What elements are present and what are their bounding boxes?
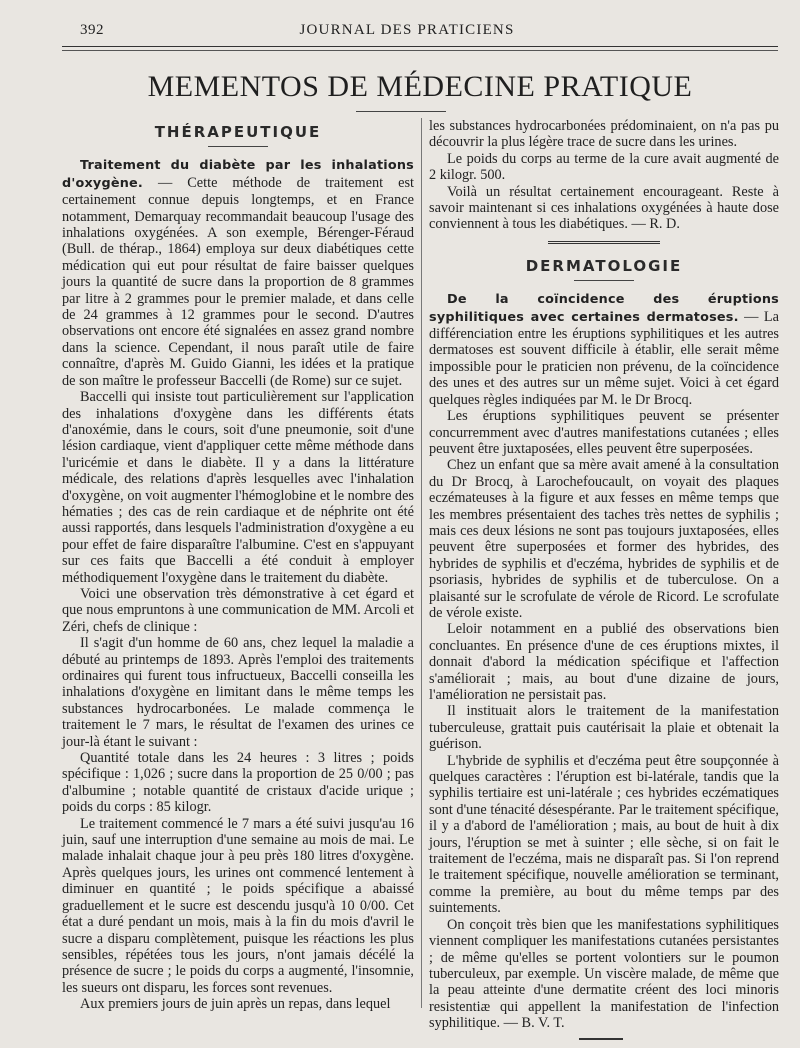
article-paragraph: Quantité totale dans les 24 heures : 3 litres ; poids spécifique : 1,026 ; sucre dans la proportion de 25 0/00 ; pas d'albumine ; notable quantité de cristaux d'acide urique ; poids du corps : 85 kilogr. — [62, 750, 414, 816]
paragraph-text: — Cette méthode de traitement est certainement connue depuis longtemps, et en France notamment, Demarquay recommandait beaucoup l'usage des inhalations oxygénées. A son exemple, Bérenger-Féraud (Bull. de thérap., 1864) employa sur deux diabétiques cette médication qui eut pour résultat de faire baisser quelques jours la quantité de sucre dans la proportion de 8 grammes par litre à 2 grammes pour le premier malade, et dans celle de 24 grammes à 12 grammes pour le second. D'autres observations ont encore été signalées en assez grand nombre dans la science. Cependant, il nous paraît utile de faire connaître, d'après M. Guido Gianni, les idées et la pratique de son maître le professeur Baccelli (de Rome) sur ce sujet. — [62, 174, 414, 389]
running-head — [60, 22, 754, 44]
section-separator — [548, 241, 660, 246]
left-column — [62, 118, 414, 1013]
article-paragraph: Le traitement commencé le 7 mars a été suivi jusqu'au 16 juin, sauf une interruption d'une semaine au mois de mai. Le malade inhalait chaque jour à peu près 180 litres d'oxygène. Après quelques jours, les urines ont commencé lentement à diminuer en quantité ; le poids spécifique a abaissé graduellement et le sucre est descendu jusqu'à 10 0/00. Cet état a duré pendant un mois, mais à la fin du mois d'avril le sucre a disparu complètement, puisque les réactions les plus sensibles, répétées tous les jours, n'ont jamais décélé la présence de sucre ; le poids du corps a augmenté, l'insomnie, les sueurs ont disparu, les forces sont revenues. — [62, 815, 414, 996]
article-paragraph: Il instituait alors le traitement de la manifestation tuberculeuse, grattait puis cautérisait la plaie et obtenait la guérison. — [429, 703, 779, 753]
section-rule — [574, 280, 634, 281]
journal-title: JOURNAL DES PRATICIENS — [299, 22, 515, 38]
article-paragraph: Voilà un résultat certainement encourageant. Reste à savoir maintenant si ces inhalations oxygénées à haute dose conviennent à tous les diabétiques. — R. D. — [429, 183, 779, 233]
title-rule — [356, 111, 446, 112]
section-heading-therapeutique: THÉRAPEUTIQUE — [154, 123, 322, 141]
article-paragraph: Le poids du corps au terme de la cure avait augmenté de 2 kilogr. 500. — [429, 150, 779, 184]
article-paragraph — [62, 157, 414, 389]
column-divider — [421, 118, 422, 1008]
article-title: De la coïncidence des éruptions syphilitiques avec certaines dermatoses. — [429, 292, 779, 325]
article-paragraph: les substances hydrocarbonées prédominaient, on n'a pas pu découvrir la plus légère trace de sucre dans les urines. — [429, 118, 779, 151]
article-paragraph: Leloir notamment en a publié des observations bien concluantes. En présence d'une de ces éruptions mixtes, il donnait d'abord la médication spécifique et l'affection s'améliorait ; mais, au bout d'une dizaine de jours, l'amélioration ne persistait pas. — [429, 621, 779, 703]
article-paragraph: Voici une observation très démonstrative à cet égard et que nous empruntons à une communication de MM. Arcoli et Zéri, chefs de clinique : — [62, 585, 414, 635]
article-paragraph: Aux premiers jours de juin après un repas, dans lequel — [80, 996, 391, 1013]
article-paragraph — [429, 291, 779, 408]
article-paragraph: Il s'agit d'un homme de 60 ans, chez lequel la maladie a débuté au printemps de 1893. Après l'emploi des traitements ordinaires qui furent tous infructueux, Baccelli conseilla les inhalations d'oxygène en limitant dans le même temps les substances hydrocarbonées. Le malade commença le traitement le 7 mars, le résultat de l'examen des urines ce jour-là étant le suivant : — [62, 635, 414, 750]
article-paragraph: Chez un enfant que sa mère avait amené à la consultation du Dr Brocq, à Larochefoucault, on voyait des plaques eczémateuses à la figure et aux fesses en même temps que les membres présentaient des taches très nettes de syphilis ; mais ces deux lésions ne sont pas toujours juxtaposées, elles peuvent être superposées et former des hybrides, des hybrides de syphilis et d'eczéma, hybrides de syphilis et de psoriasis, hybrides de syphilis et de tuberculose. On a plaisanté sur le scrofulate de vérole de Ricord. Le scrofulate de vérole existe. — [429, 457, 779, 621]
paragraph-text: — La différenciation entre les éruptions syphilitiques et les autres dermatoses est souvent difficile à établir, elle serait même impossible pour le praticien non prévenu, de la coïncidence des unes et des autres sur un même sujet. Voici à cet égard quelques règles indiquées par M. le Dr Brocq. — [429, 308, 779, 408]
end-rule — [579, 1038, 623, 1040]
section-heading-dermatologie: DERMATOLOGIE — [525, 256, 683, 275]
page-number: 392 — [80, 22, 104, 38]
header-rule-secondary — [62, 50, 778, 51]
page-title: MEMENTOS DE MÉDECINE PRATIQUE — [147, 70, 693, 103]
header-rule — [62, 46, 778, 47]
article-paragraph: Baccelli qui insiste tout particulièrement sur l'application des inhalations d'oxygène dans les différents états d'anoxémie, dans le cours, soit d'une pneumonie, soit d'une lésion cardiaque, vient d'appliquer cette même méthode dans l'uricémie et dans le diabète. Il y a dans la littérature médicale, des relations d'après lesquelles avec l'inhalation d'oxygène, on voit augmenter l'hémoglobine et le nombre des hématies ; des cas de rein cardiaque et de néphrite ont été aussi rapportés, dans lesquels l'administration d'oxygène a eu pour effet de faire disparaître l'albumine. C'est en s'appuyant sur ces faits que Baccelli a été conduit à employer méthodiquement l'oxygène dans le traitement du diabète. — [62, 389, 414, 586]
right-column — [429, 118, 779, 1040]
article-paragraph: On conçoit très bien que les manifestations syphilitiques viennent compliquer les manifestations cutanées persistantes ; de même qu'elles se portent volontiers sur le poumon tuberculeux, par exemple. Un viscère malade, de même que la peau atteinte d'une dermatite créent des loci minoris resistentiæ qui appellent la manifestation de l'infection syphilitique. — B. V. T. — [429, 916, 779, 1032]
article-paragraph: Les éruptions syphilitiques peuvent se présenter concurremment avec d'autres manifestations cutanées ; elles peuvent être juxtaposées, elles peuvent être superposées. — [429, 408, 779, 457]
article-title: Traitement du diabète par les inhalations d'oxygène. — [62, 158, 414, 191]
article-paragraph: L'hybride de syphilis et d'eczéma peut être soupçonnée à quelques caractères : l'éruption est bi-latérale, tandis que la syphilis tertiaire est uni-latérale ; ces hybrides eczématiques sont d'une ténacité désespérante. Par le traitement spécifique, il y a d'abord de l'amélioration ; mais, au bout de huit à dix jours, l'éruption se met à suinter ; elle sèche, si on fait le traitement de l'eczéma, mais ne disparaît pas. Si l'on reprend le traitement spécifique, nouvelle amélioration se terminant, comme la première, au bout du même temps par des suintements. — [429, 752, 779, 917]
section-rule — [208, 146, 268, 147]
